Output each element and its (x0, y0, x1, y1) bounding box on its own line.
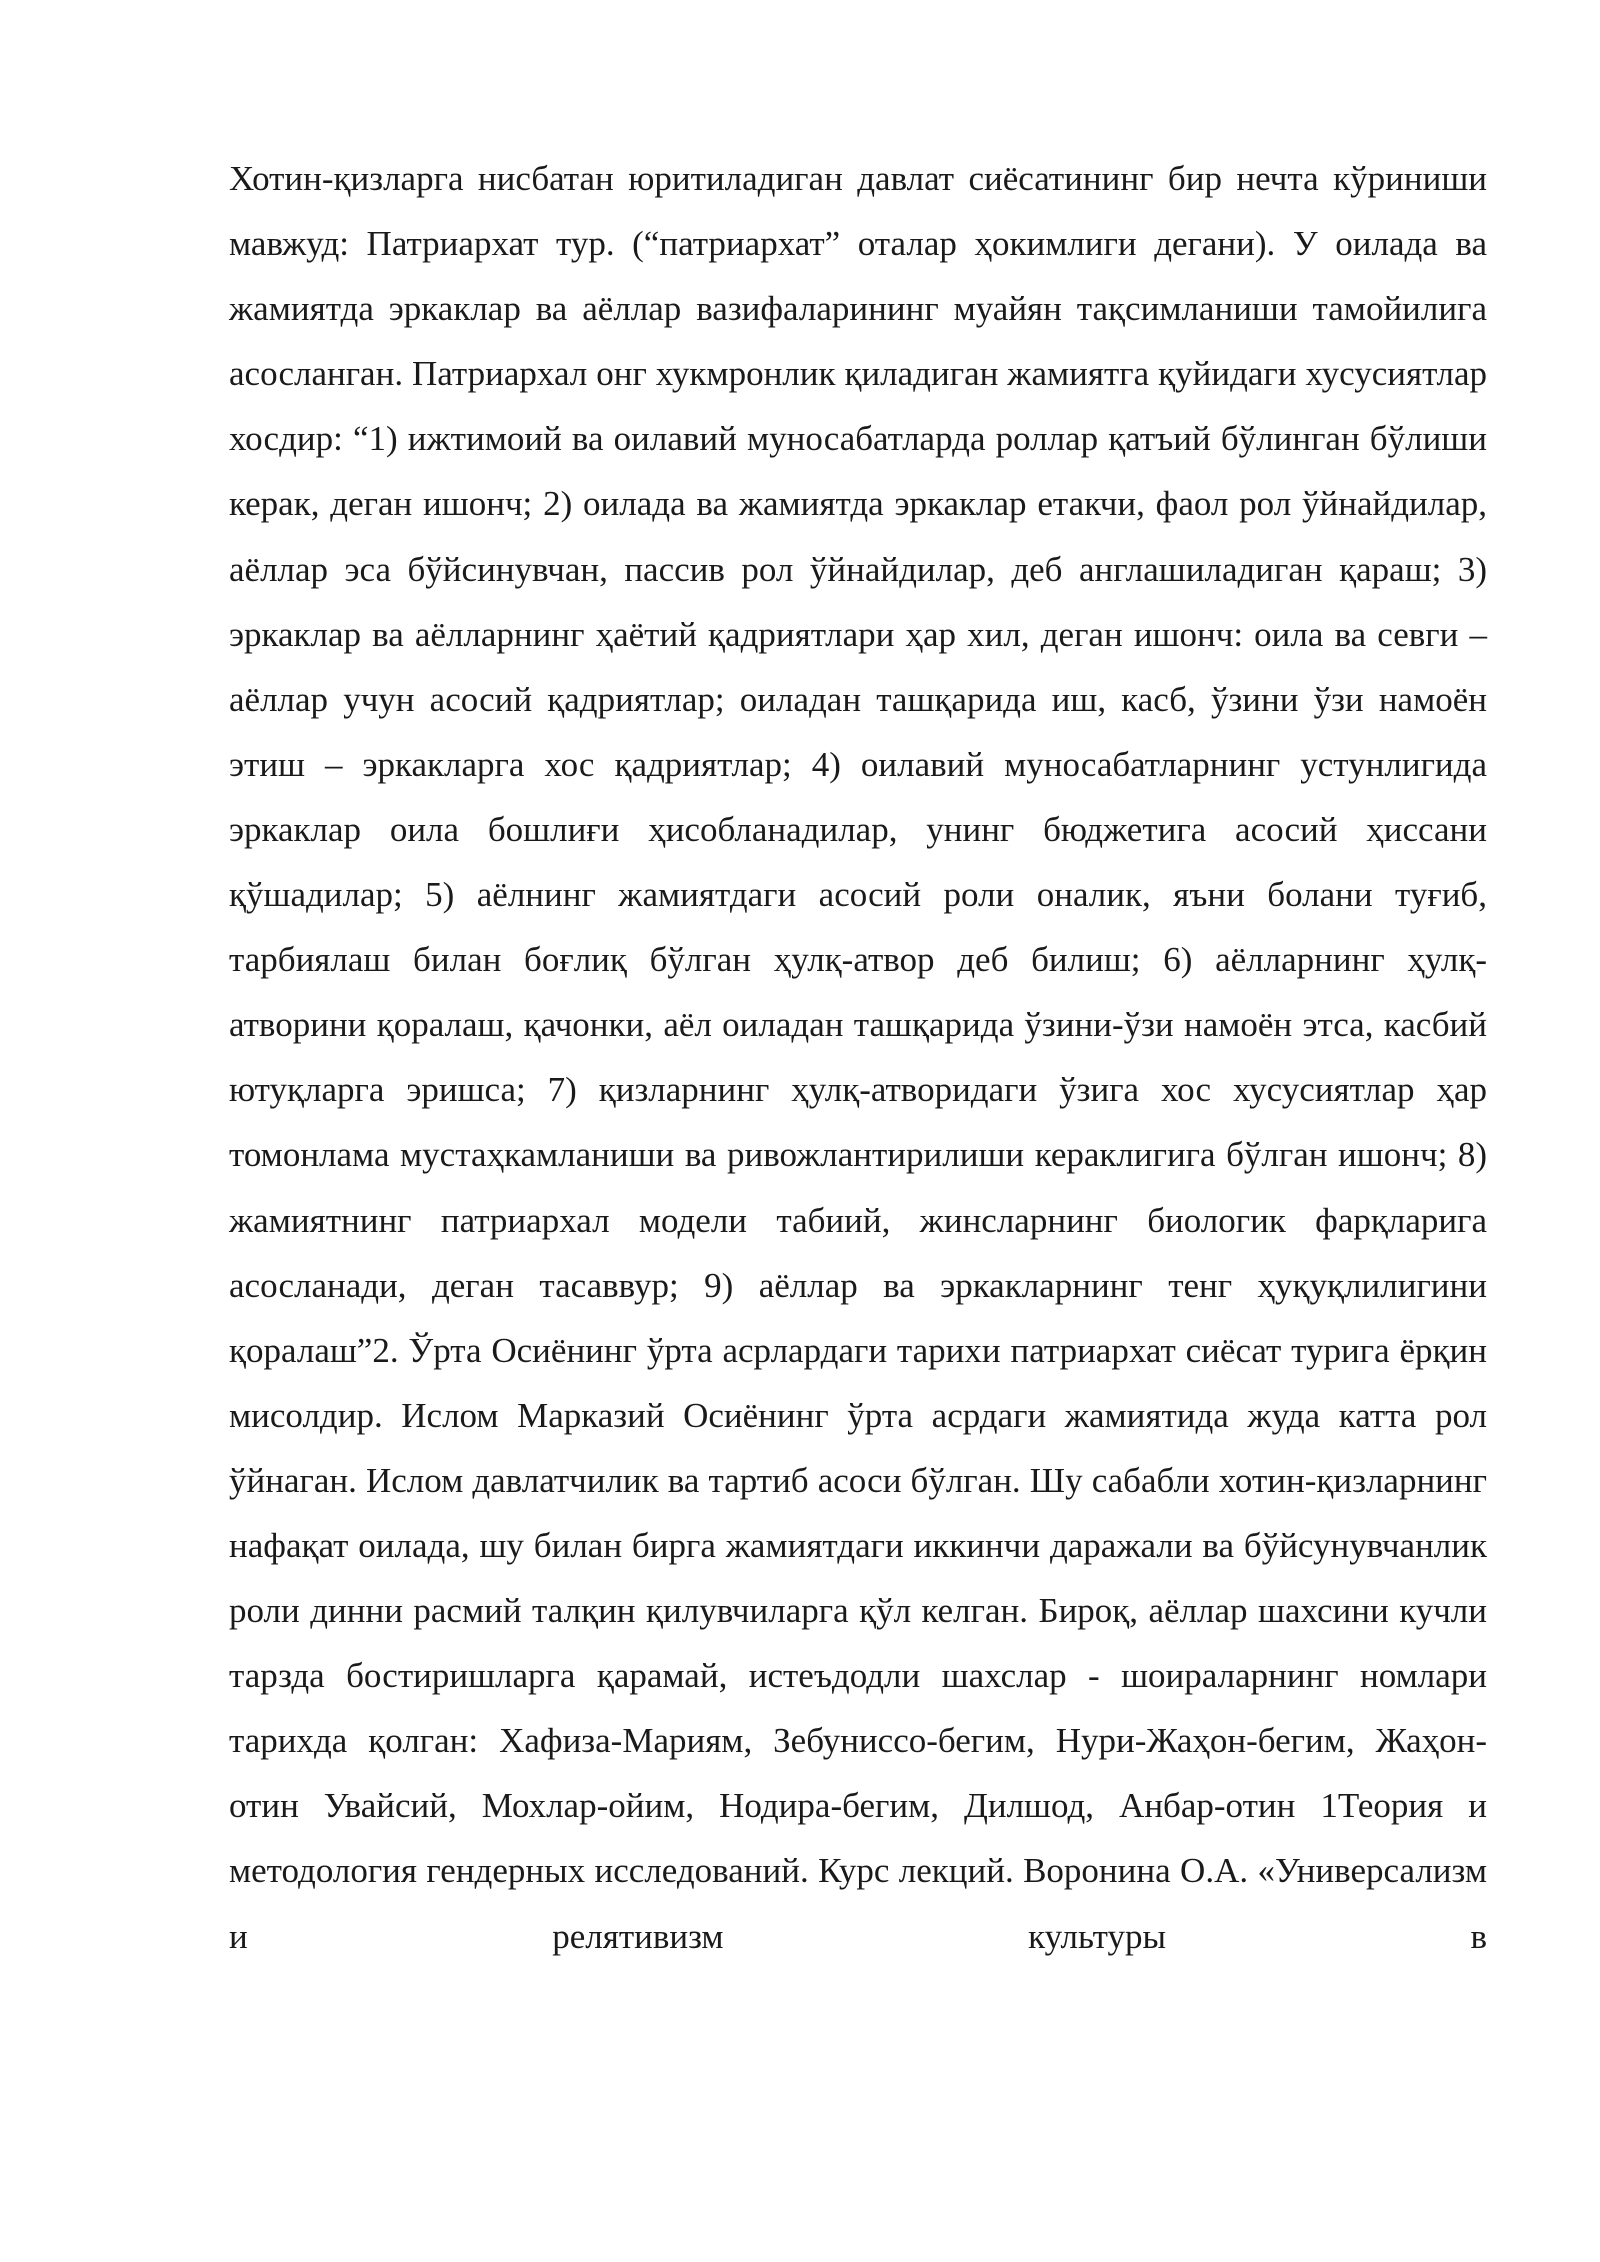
body-paragraph: Хотин-қизларга нисбатан юритиладиган давлат сиёсатининг бир нечта кўриниши мавжуд: Патриархат тур. (“патриархат” оталар ҳокимлиги дегани). У оилада ва жамиятда эркаклар ва аёллар вазифаларининг муайян тақсимланиши тамойилига асосланган. Патриархал онг хукмронлик қиладиган жамиятга қуйидаги хусусиятлар хосдир: “1) ижтимоий ва оилавий муносабатларда роллар қатъий бўлинган бўлиши керак, деган ишонч; 2) оилада ва жамиятда эркаклар етакчи, фаол рол ўйнайдилар, аёллар эса бўйсинувчан, пассив рол ўйнайдилар, деб англашиладиган қараш; 3) эркаклар ва аёлларнинг ҳаётий қадриятлари ҳар хил, деган ишонч: оила ва севги – аёллар учун асосий қадриятлар; оиладан ташқарида иш, касб, ўзини ўзи намоён этиш – эркакларга хос қадриятлар; 4) оилавий муносабатларнинг устунлигида эркаклар оила бошлиғи ҳисобланадилар, унинг бюджетига асосий ҳиссани қўшадилар; 5) аёлнинг жамиятдаги асосий роли оналик, яъни болани туғиб, тарбиялаш билан боғлиқ бўлган ҳулқ-атвор деб билиш; 6) аёлларнинг ҳулқ-атворини қоралаш, қачонки, аёл оиладан ташқарида ўзини-ўзи намоён этса, касбий ютуқларга эришса; 7) қизларнинг ҳулқ-атворидаги ўзига хос хусусиятлар ҳар томонлама мустаҳкамланиши ва ривожлантирилиши кераклигига бўлган ишонч; 8) жамиятнинг патриархал модели табиий, жинсларнинг биологик фарқларига асосланади, деган тасаввур; 9) аёллар ва эркакларнинг тенг ҳуқуқлилигини қоралаш”2. Ўрта Осиёнинг ўрта асрлардаги тарихи патриархат сиёсат турига ёрқин мисолдир. Ислом Марказий Осиёнинг ўрта асрдаги жамиятида жуда катта рол ўйнаган. Ислом давлатчилик ва тартиб асоси бўлган. Шу сабабли хотин-қизларнинг нафақат оилада, шу билан бирга жамиятдаги иккинчи даражали ва бўйсунувчанлик роли динни расмий талқин қилувчиларга қўл келган. Бироқ, аёллар шахсини кучли тарзда бостиришларга қарамай, истеъдодли шахслар - шоираларнинг номлари тарихда қолган: Хафиза-Мариям, Зебуниссо-бегим, Нури-Жаҳон-бегим, Жаҳон-отин Увайсий, Мохлар-ойим, Нодира-бегим, Дилшод, Анбар-отин 1Теория и методология гендерных исследований. Курс лекций. Воронина О.А. «Универсализм и релятивизм культуры в (229, 159, 1487, 1956)
